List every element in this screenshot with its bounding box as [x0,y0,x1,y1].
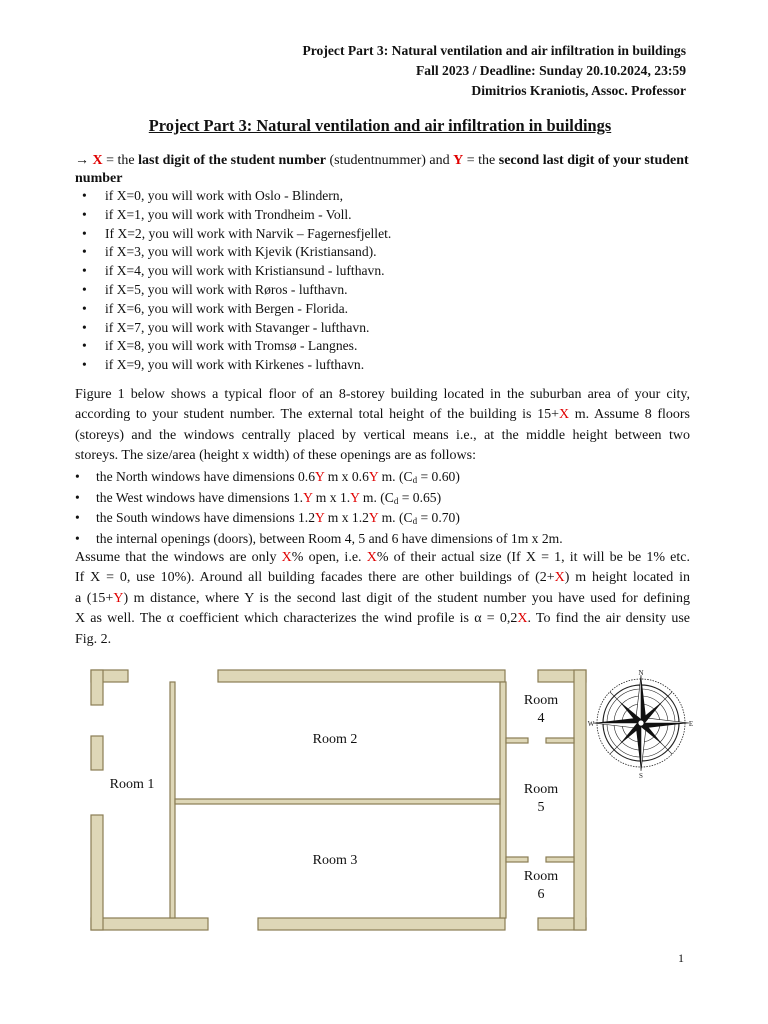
text-span: m x 1. [312,489,351,505]
room-6-label [508,868,574,904]
text-span: . To find the air density use [527,611,690,627]
text-span: m. (C [378,469,413,484]
list-item: • if X=0, you will work with Oslo - Blindern, [0,187,391,206]
room-2-label: Room 2 [312,732,358,747]
text-span: the North windows have dimensions 0.6 [96,469,315,484]
text-line [75,548,690,568]
compass-label-w: W [587,720,595,728]
variable-x: X [92,153,103,168]
intro-bold-text: second last digit of your student number [75,153,689,186]
room-label-line: Room [523,869,559,884]
text-span: the West windows have dimensions 1. [96,489,304,505]
text-line [75,609,690,629]
list-item: • if X=4, you will work with Kristiansund - lufthavn. [0,262,391,281]
list-item: • if X=8, you will work with Tromsø - Langnes. [0,337,391,356]
text-line: Figure 1 below shows a typical floor of an 8-storey building located in the suburban area of your city, [75,387,690,402]
wall-room4-room5-left [506,738,528,743]
wall-left-upper [91,670,103,705]
text-line: Fig. 2. [75,631,112,647]
text-span: m. (C [359,489,394,505]
building-description [75,385,690,467]
text-span: % of their actual size (If X = 1, it will be be 1% etc. [376,550,691,565]
variable-y: Y [368,469,379,484]
subscript: d [412,516,418,527]
room-label-line: Room [523,782,559,797]
wall-room5-room6-left [506,857,528,862]
wall-bottom-left [91,918,208,930]
wall-room2-room3 [175,799,500,804]
variable-y: Y [315,510,325,526]
list-item-north-windows [0,467,563,488]
list-item-south-windows [0,508,563,529]
variable-y: Y [315,469,325,484]
city-list [0,187,391,375]
room-label-line: Room [523,693,559,708]
page-title: Project Part 3: Natural ventilation and air infiltration in buildings [148,116,612,135]
compass-label-n: N [638,669,644,677]
intro-bold-text: last digit of the student number [138,153,326,168]
variable-x: X [366,550,377,565]
text-span: ) m distance, where Y is the second last digit of the student number you have used for defining [123,590,690,606]
list-item: • If X=2, you will work with Narvik – Fagernesfjellet. [0,225,391,244]
list-item: • if X=5, you will work with Røros - lufthavn. [0,281,391,300]
intro-text: = the [463,153,499,168]
text-span: If X = 0, use 10%). Around all building facades there are other buildings of (2+ [75,570,555,586]
intro-text: = the [102,153,139,168]
room-5-label [508,781,574,817]
wall-left-middle [91,736,103,770]
text-span: Assume that the windows are only [75,550,282,565]
variable-x: X [554,570,565,586]
text-span: according to your student number. The external total height of the building is 15+ [75,407,559,423]
text-span: = 0.70) [417,510,460,526]
arrow-glyph: → [75,153,89,168]
subscript: d [412,475,418,485]
variable-y: Y [113,590,124,606]
compass-icon [588,669,693,780]
intro-paragraph [75,152,690,188]
text-line [75,589,690,609]
text-span: = 0.65) [398,489,442,505]
compass-label-e: E [688,720,694,728]
room-1-label: Room 1 [109,777,155,792]
text-span: % open, i.e. [291,550,367,565]
header-line-3: Dimitrios Kraniotis, Assoc. Professor [471,83,686,98]
text-span: m. Assume 8 floors [569,407,690,423]
variable-x: X [517,611,528,627]
room-4-label [508,692,574,728]
list-item-west-windows [0,488,563,509]
subscript: d [393,495,399,506]
text-span: the South windows have dimensions 1.2 [96,510,316,526]
opening-dimensions-list [0,467,563,549]
variable-y: Y [303,489,313,505]
variable-y: Y [368,510,379,526]
room-label-line: 6 [537,887,545,902]
list-item: • if X=3, you will work with Kjevik (Kristiansand). [0,243,391,262]
variable-y: Y [453,153,464,168]
header-line-1: Project Part 3: Natural ventilation and air infiltration in buildings [302,43,686,58]
wall-right [574,670,586,930]
list-item: • if X=9, you will work with Kirkenes - lufthavn. [0,356,391,375]
text-span: = 0.60) [417,469,460,484]
wall-left-lower [91,815,103,930]
text-span: m x 0.6 [324,469,369,484]
text-span: a (15+ [75,590,114,606]
variable-x: X [281,550,292,565]
list-item-internal-openings: • the internal openings (doors), between Room 4, 5 and 6 have dimensions of 1m x 2m. [0,529,563,550]
room-label-line: 4 [537,711,545,726]
wall-top-main [218,670,505,682]
room-label-line: 5 [537,800,545,815]
text-span: m x 1.2 [324,510,369,526]
list-item: • if X=6, you will work with Bergen - Florida. [0,300,391,319]
wall-room1-partition [170,682,175,918]
document-header [302,41,686,101]
floor-plan [0,660,768,960]
text-span: X as well. The α coefficient which characterizes the wind profile is α = 0,2 [75,611,518,627]
variable-y: Y [350,489,360,505]
text-line: (storeys) and the windows centrally placed by vertical means i.e., at the middle height between two [75,427,690,443]
variable-x: X [558,407,570,423]
window-assumptions [75,548,690,650]
text-span: ) m height located in [564,570,690,586]
text-span: m. (C [378,510,413,526]
wall-bottom-main [258,918,505,930]
list-item: • if X=7, you will work with Stavanger - lufthavn. [0,319,391,338]
room-3-label: Room 3 [312,853,358,868]
list-item: • if X=1, you will work with Trondheim - Voll. [0,206,391,225]
page-number: 1 [678,951,684,965]
text-line [75,405,690,425]
compass-label-s: S [639,772,643,780]
intro-text: (studentnummer) and [325,153,454,168]
header-line-2: Fall 2023 / Deadline: Sunday 20.10.2024, 23:59 [415,63,686,78]
text-line: storeys. The size/area (height x width) of these openings are as follows: [75,448,476,464]
text-line [75,568,690,588]
wall-right-rooms-partition [500,682,506,918]
wall-room5-room6-right [546,857,574,862]
wall-room4-room5-right [546,738,574,743]
